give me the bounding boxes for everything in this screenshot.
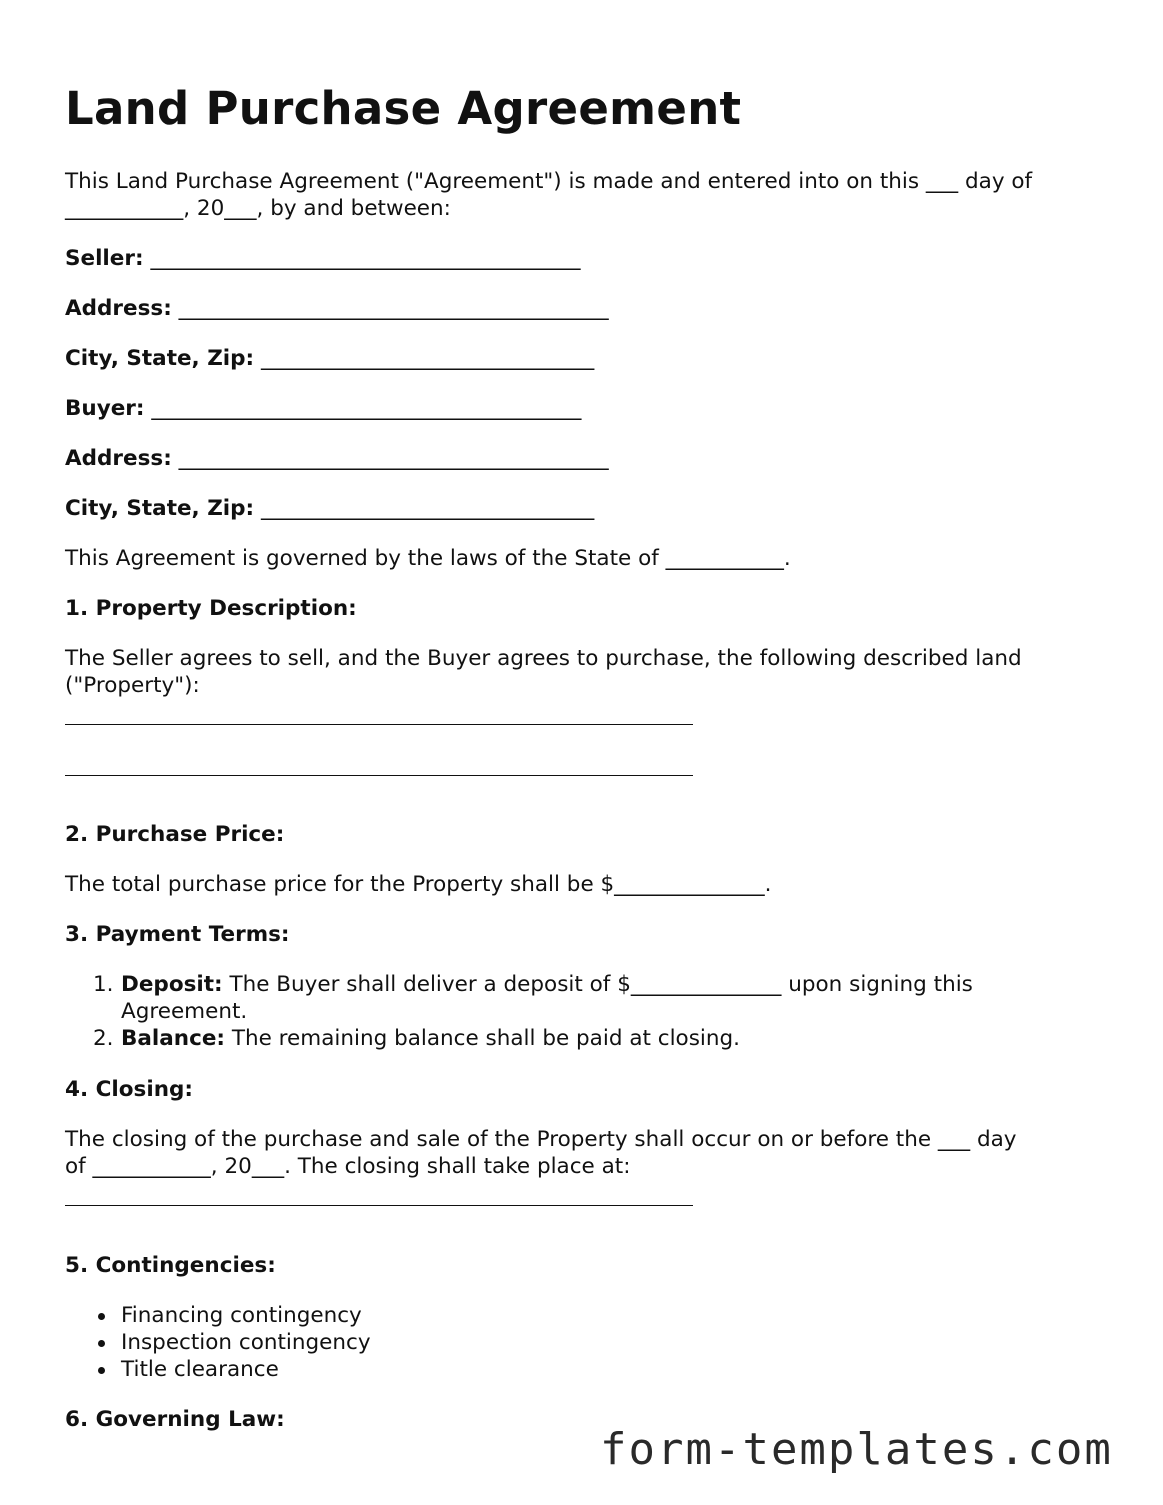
- contingencies-list: [65, 1302, 371, 1383]
- seller-label: Seller:: [65, 246, 144, 271]
- buyer-label: Buyer:: [65, 396, 145, 421]
- section-heading-property: 1. Property Description:: [65, 596, 357, 621]
- contingency-title: Title clearance: [121, 1357, 279, 1382]
- buyer-city-label: City, State, Zip:: [65, 496, 255, 521]
- balance-term: Balance:: [121, 1026, 226, 1051]
- list-item: [65, 1302, 371, 1329]
- buyer-city-line: [65, 495, 594, 522]
- section-heading-contingencies: 5. Contingencies:: [65, 1253, 276, 1278]
- seller-address-line: [65, 295, 609, 322]
- buyer-address-label: Address:: [65, 446, 172, 471]
- list-item: [65, 1025, 1101, 1052]
- section-heading-payment: 3. Payment Terms:: [65, 922, 290, 947]
- section-heading-price: 2. Purchase Price:: [65, 822, 285, 847]
- watermark-logo: form-templates.com: [600, 1424, 1113, 1475]
- bullet-icon: [98, 1367, 105, 1374]
- bullet-icon: [98, 1313, 105, 1320]
- contingency-financing: Financing contingency: [121, 1303, 362, 1328]
- governed-by-paragraph: This Agreement is governed by the laws of the State of ___________.: [65, 546, 791, 571]
- closing-location-blank-line: [65, 1205, 693, 1206]
- buyer-address-blank: ________________________________________: [178, 446, 609, 471]
- closing-paragraph: The closing of the purchase and sale of the Property shall occur on or before the ___ day of ___________, 20___. The closing shall take place at:: [65, 1127, 1017, 1179]
- list-item: [65, 1329, 371, 1356]
- property-paragraph: The Seller agrees to sell, and the Buyer agrees to purchase, the following described land ("Property"):: [65, 646, 1022, 698]
- buyer-blank: ________________________________________: [151, 396, 582, 421]
- buyer-address-line: [65, 445, 609, 472]
- seller-address-blank: ________________________________________: [178, 296, 609, 321]
- list-number: 1.: [93, 972, 114, 997]
- seller-line: [65, 245, 580, 272]
- deposit-term: Deposit:: [121, 972, 223, 997]
- buyer-city-blank: _______________________________: [261, 496, 595, 521]
- section-heading-law: 6. Governing Law:: [65, 1407, 285, 1432]
- payment-terms-list: [65, 971, 1101, 1052]
- contingency-inspection: Inspection contingency: [121, 1330, 371, 1355]
- buyer-line: [65, 395, 581, 422]
- deposit-text: The Buyer shall deliver a deposit of $______________ upon signing this Agreement.: [121, 972, 973, 1024]
- seller-blank: ________________________________________: [150, 246, 581, 271]
- seller-city-line: [65, 345, 594, 372]
- seller-city-label: City, State, Zip:: [65, 346, 255, 371]
- seller-address-label: Address:: [65, 296, 172, 321]
- section-heading-closing: 4. Closing:: [65, 1077, 193, 1102]
- property-blank-line-1: [65, 724, 693, 725]
- list-number: 2.: [93, 1026, 114, 1051]
- list-item: [65, 1356, 371, 1383]
- list-item: [65, 971, 1101, 1025]
- document-title: Land Purchase Agreement: [65, 82, 742, 135]
- intro-paragraph: This Land Purchase Agreement ("Agreement") is made and entered into on this ___ day of ___________, 20___, by and between:: [65, 169, 1033, 221]
- balance-text: The remaining balance shall be paid at closing.: [225, 1026, 740, 1051]
- bullet-icon: [98, 1340, 105, 1347]
- property-blank-line-2: [65, 775, 693, 776]
- price-paragraph: The total purchase price for the Property shall be $______________.: [65, 872, 772, 897]
- seller-city-blank: _______________________________: [261, 346, 595, 371]
